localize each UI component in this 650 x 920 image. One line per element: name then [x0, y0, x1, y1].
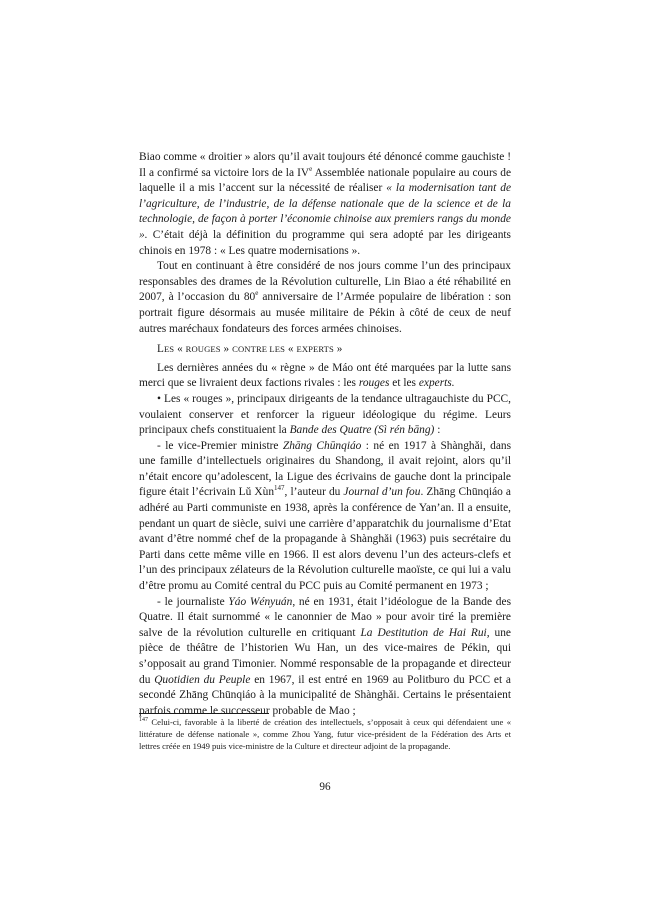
paragraph: Les dernières années du « règne » de Máo ont été marquées par la lutte sans merci que se livraient deux factions rivales : les rouges et les experts. — [139, 361, 511, 390]
section-heading: LES « ROUGES » CONTRE LES « EXPERTS » — [157, 343, 343, 356]
paragraph: - le journaliste Yáo Wényuán, né en 1931, était l’idéologue de la Bande des Quatre. Il était surnommé « le canonnier de Mao » pour avoir tiré la première salve de la révolution culturelle en critiquant La Destitution de Hai Rui, une pièce de théâtre de l’historien Wu Han, un des vice-maires de Pékin, qui s’opposait au grand Timonier. Nommé responsable de la propagande et directeur du Quotidien du Peuple en 1967, il est entré en 1969 au Politburo du PCC et a secondé Zhāng Chūnqiáo à la municipalité de Shànghǎi. Certains le présentaient parfois comme le successeur probable de Mao ; — [139, 595, 511, 717]
footnote-number: 147 — [139, 717, 148, 724]
footnote: $^{147}$ Celui-ci, favorable à la liberté de création des intellectuels, s’opposait à ceux qui défendaient une « littérature de défense nationale », comme Zhou Yang, futur vice-président de la Fédération des Arts et lettres créée en 1949 puis vice-ministre de la Culture et directeur adjoint de la propagande. — [139, 717, 511, 752]
paragraph: - le vice-Premier ministre Zhāng Chūnqiáo : né en 1917 à Shànghǎi, dans une famille d’intellectuels originaires du Shandong, il avait rejoint, alors qu’il n’était encore qu’adolescent, la Ligue des écrivains de gauche dont la principale figure était l’écrivain Lǔ Xùn$^{147}$, l’auteur du Journal d’un fou. Zhāng Chūnqiáo a adhéré au Parti communiste en 1938, après la conférence de Yan’an. Il a ensuite, pendant un quart de siècle, suivi une carrière d’apparatchik du journalisme d’Etat avant d’être nommé chef de la propagande à Shànghǎi (1963) puis secrétaire du Parti dans cette même ville en 1966. Il est alors devenu l’un des acteurs-clefs et l’un des principaux zélateurs de la Révolution culturelle maoïste, ce qui lui a valu d’être promu au Comité central du PCC puis au Comité permanent en 1973 ; — [139, 439, 511, 593]
body-text — [139, 150, 511, 719]
paragraph: • Les « rouges », principaux dirigeants de la tendance ultragauchiste du PCC, voulaient conserver et renforcer la rigueur idéologique du régime. Leurs principaux chefs constituaient la Bande des Quatre (Sì rén bāng) : — [139, 392, 511, 437]
page-number: 96 — [319, 781, 331, 793]
paragraph: Tout en continuant à être considéré de nos jours comme l’un des principaux responsables des drames de la Révolution culturelle, Lin Biao a été réhabilité en 2007, à l’occasion du 80e anniversaire de l’Armée populaire de libération : son portrait figure désormais au musée militaire de Pékin à côté de ceux de neuf autres maréchaux fondateurs des forces armées chinoises. — [139, 260, 511, 335]
footnote-reference[interactable]: 147 — [274, 484, 285, 493]
footnote-divider — [139, 713, 269, 714]
paragraph: Biao comme « droitier » alors qu’il avait toujours été dénoncé comme gauchiste ! Il a confirmé sa victoire lors de la IVe Assemblée nationale populaire au cours de laquelle il a mis l’accent sur la nécessité de réaliser « la modernisation tant de l’agriculture, de l’industrie, de la défense nationale que de la science et de la technologie, de façon à porter l’économie chinoise aux premiers rangs du monde ». C’était déjà la définition du programme qui sera adopté par les dirigeants chinois en 1978 : « Les quatre modernisations ». — [139, 151, 512, 257]
